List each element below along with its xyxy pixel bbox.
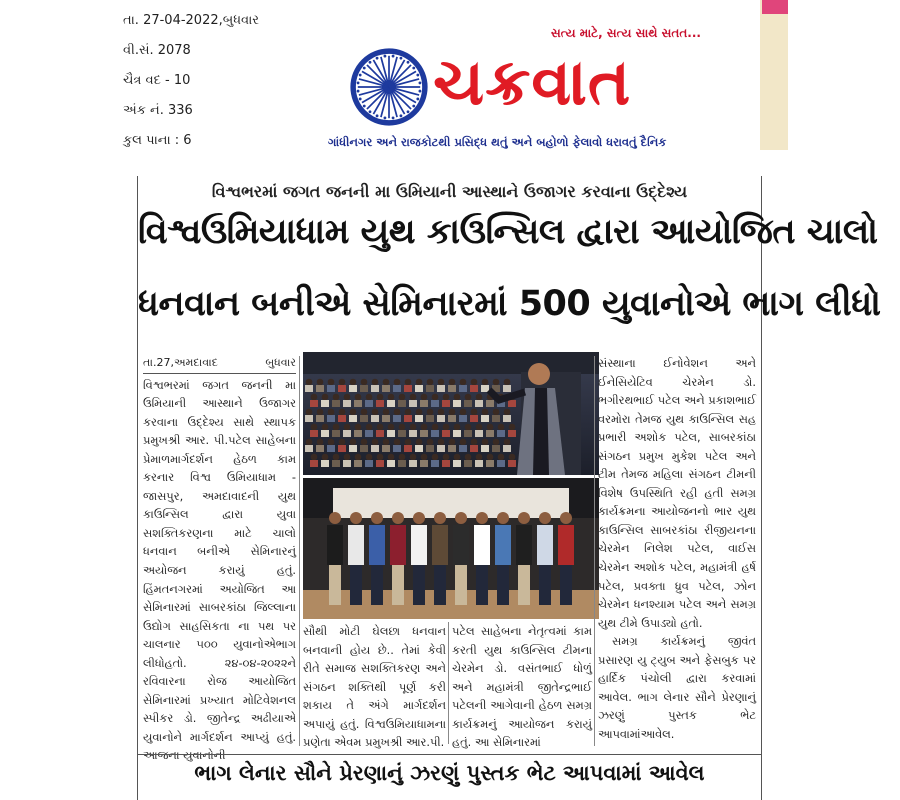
youth-council-group-photo xyxy=(303,478,599,619)
article-column-4 xyxy=(598,354,756,749)
adjacent-page-strip xyxy=(760,0,788,150)
dateline xyxy=(143,354,296,374)
news-article xyxy=(137,176,881,800)
vikram-samvat: વી.સં. 2078 xyxy=(123,43,191,58)
dateline-place: તા.27,અમદાવાદ xyxy=(143,356,218,369)
headline-line-2: ધનવાન બનીએ સેમિનારમાં 500 યુવાનોએ ભાગ લીધો xyxy=(138,284,881,324)
article-column-1 xyxy=(143,354,296,763)
newspaper-masthead xyxy=(123,0,760,170)
newspaper-logo: ચક્રવાત xyxy=(433,46,632,120)
masthead-slogan: સત્ય માટે, સત્ય સાથે સતત... xyxy=(551,26,701,40)
seminar-audience-photo xyxy=(303,352,599,475)
column-divider xyxy=(448,622,449,744)
column-2-text: સૌથી મોટી ઘેલછા ધનવાન બનવાની હોય છે.. તેમાં કેવી રીતે સમાજ સશક્તિકરણ અને સંગઠન શક્તિથી પૂર્ણ કરી શકાય તે અંગે માર્ગદર્શન અપાયું હતું. વિશ્વઉમિયાધામના પ્રણેતા એવમ પ્રમુખશ્રી આર.પી. xyxy=(303,624,446,750)
ashoka-chakra-icon xyxy=(350,48,428,126)
footer-rule xyxy=(138,754,761,755)
page-count: કુલ પાના : 6 xyxy=(123,133,192,148)
column-divider xyxy=(594,356,595,746)
tithi: ચૈત્ર વદ - 10 xyxy=(123,73,191,88)
masthead-tagline: ગાંધીનગર અને રાજકોટથી પ્રસિદ્ધ થતું અને બહોળો ફેલાવો ધરાવતું દૈનિક xyxy=(328,135,667,149)
column-3-text: પટેલ સાહેબના નેતૃત્વમાં કામ કરતી યુથ કાઉન્સિલ ટીમના ચેરમેન ડો. વસંતભાઈ ધોળું અને મહામંત્રી જીતેન્દ્રભાઈ પટેલની આગેવાની હેઠળ સમગ્ર કાર્યક્રમનું આયોજન કરાયું હતું. આ સેમિનારમાં xyxy=(452,624,592,750)
dateline-day: બુધવાર xyxy=(265,356,296,369)
column-4-text: સંસ્થાના ઈનોવેશન અને ઈનેસિયેટિવ ચેરમેન ડો. ભગીરથભાઈ પટેલ અને પ્રકાશભાઈ વરમોરા તેમજ યુથ કાઉન્સિલ સહ પ્રભારી અશોક પટેલ, સાબરકાંઠા સંગઠન પ્રમુખ મુકેશ પટેલ અને ટીમ તેમજ મહિલા સંગઠન ટીમની વિશેષ ઉપસ્થિતિ રહી હતી સમગ્ર કાર્યક્રમના આયોજનનો ભાર યુથ કાઉન્સિલ સાબરકાંઠા રીજીયનના ચેરમેન નિલેશ પટેલ, વાઈસ ચેરમેન અશોક પટેલ, મહામંત્રી હર્ષ પટેલ, પ્રવક્તા ધ્રુવ પટેલ, ઝોન ચેરમેન ધનશ્યામ પટેલ અને સમગ્ર યુથ ટીમે ઉપાડ્યો હતો. xyxy=(598,356,756,630)
issue-meta xyxy=(123,6,259,156)
issue-number: અંક નં. 336 xyxy=(123,103,193,118)
column-1-text: વિશ્વભરમાં જગત જનની મા ઉમિયાની આસ્થાને ઉજાગર કરવાના ઉદ્દેશ્ય સાથે સ્થાપક પ્રમુખશ્રી આર. પી.પટેલ સાહેબના પ્રેમાળમાર્ગદર્શન હેઠળ કામ કરનાર વિશ્વ ઉમિયાધામ - જાસપુર, અમદાવાદની યુથ કાઉન્સિલ દ્વારા યુવા સશક્તિકરણના માટે ચાલો ધનવાન બનીએ સેમિનારનું અયોજન કરાયું હતું. હિંમતનગરમાં અયોજિત આ સેમિનારમાં સાબરકાંઠા જિલ્લાના ઉદ્યોગ સાહસિકતા ના પથ પર ચાલનાર ૫૦૦ યુવાનોએભાગ લીધોહતો. ૨૪-૦૪-૨૦૨૨ને રવિવારના રોજ આયોજિત સેમિનારમાં પ્રખ્યાત મોટિવેશનલ સ્પીકર ડો. જીતેન્દ્ર અઢીયાએ યુવાનોને માર્ગદર્શન આપ્યું હતું. આજના યુવાનોની xyxy=(143,377,296,763)
article-column-3 xyxy=(452,622,592,750)
issue-date: તા. 27-04-2022,બુધવાર xyxy=(123,13,259,28)
column-divider xyxy=(299,356,300,746)
column-4-text-2: સમગ્ર કાર્યક્રમનું જીવંત પ્રસારણ યુ ટ્યુબ અને ફેસબુક પર હાર્દિક પંચોલી દ્વારા કરવામાં આવેલ. ભાગ લેનાર સૌને પ્રેરણાનું ઝરણું પુસ્તક ભેટ આપવામાંઆવેલ. xyxy=(598,634,756,741)
adjacent-label xyxy=(762,0,788,14)
article-column-2 xyxy=(303,622,446,750)
footer-headline: ભાગ લેનાર સૌને પ્રેરણાનું ઝરણું પુસ્તક ભેટ આપવામાં આવેલ xyxy=(194,761,705,785)
article-kicker: વિશ્વભરમાં જગત જનની મા ઉમિયાની આસ્થાને ઉજાગર કરવાના ઉદ્દેશ્ય xyxy=(211,182,688,201)
headline-line-1: વિશ્વઉમિયાધામ યુથ કાઉન્સિલ દ્વારા આયોજિત ચાલો xyxy=(138,212,878,252)
